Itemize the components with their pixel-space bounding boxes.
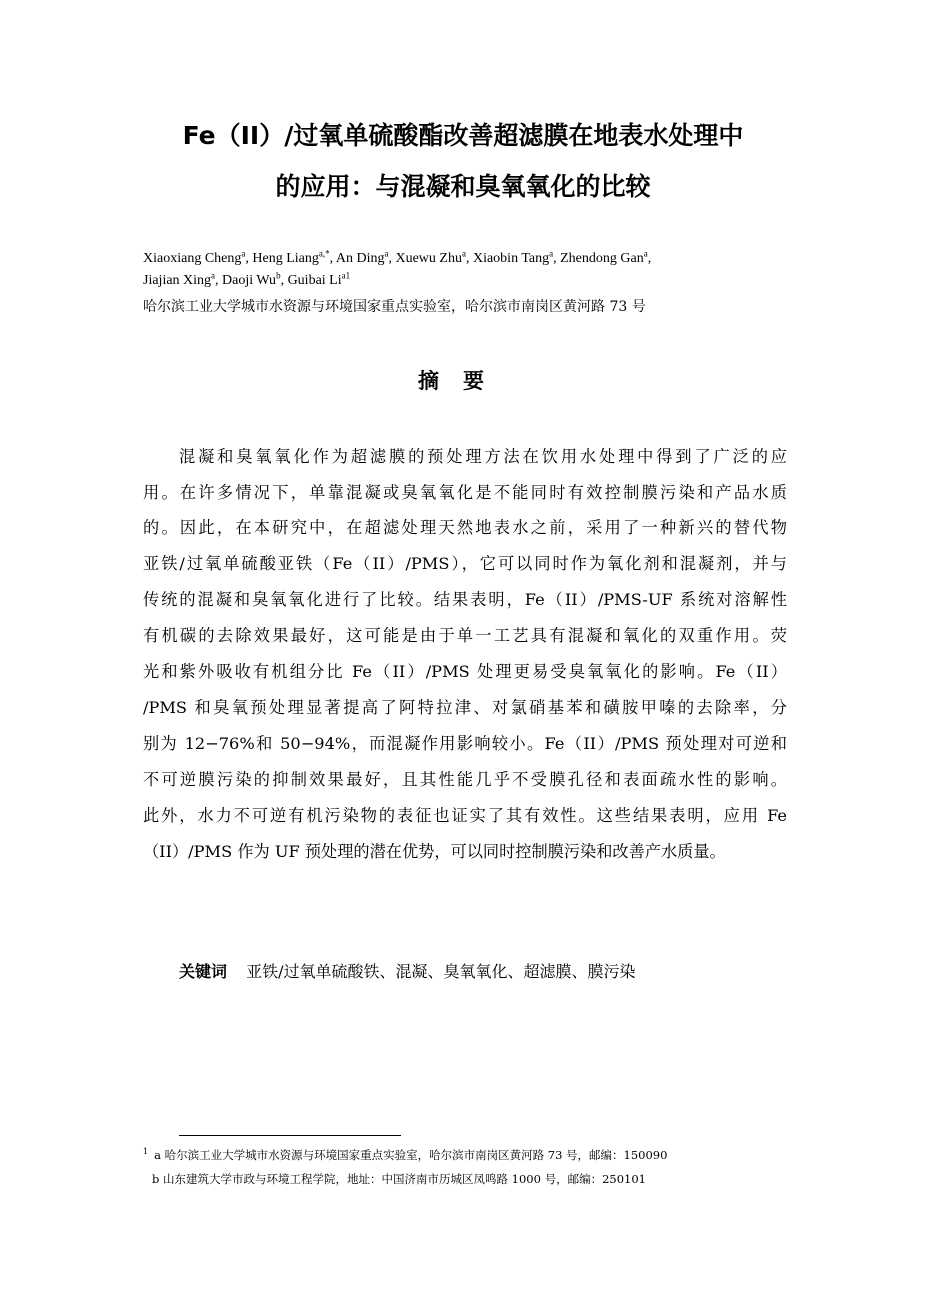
paper-title-line-2: 的应用：与混凝和臭氧氧化的比较 bbox=[275, 172, 651, 201]
abstract-line: 别为 12−76%和 50−94%，而混凝作用影响较小。Fe（II）/PMS 预处理对可逆和 bbox=[143, 734, 787, 753]
footnote-b: b 山东建筑大学市政与环境工程学院，地址：中国济南市历城区凤鸣路 1000 号，邮编：250101 bbox=[152, 1172, 646, 1186]
author-name: Heng Liang$^{a,*}$ bbox=[252, 248, 330, 266]
author-affiliation-mark: a,* bbox=[318, 248, 330, 259]
author-affiliation-mark: a bbox=[211, 270, 216, 281]
author-name: Guibai $Li^{a1}$ bbox=[287, 270, 351, 288]
abstract-line: 亚铁/过氧单硫酸亚铁（Fe（II）/PMS），它可以同时作为氧化剂和混凝剂，并与 bbox=[143, 554, 787, 573]
abstract-line: （II）/PMS 作为 UF 预处理的潜在优势，可以同时控制膜污染和改善产水质量。 bbox=[143, 842, 726, 861]
abstract-heading: 摘要 bbox=[418, 369, 508, 393]
abstract-line: 混凝和臭氧氧化作为超滤膜的预处理方法在饮用水处理中得到了广泛的应 bbox=[179, 447, 787, 466]
author-affiliation-mark: b bbox=[276, 270, 281, 281]
author-affiliation-mark: a bbox=[643, 248, 648, 259]
author-list-line-1: Xiaoxiang Cheng$^a$, Heng Liang$^{a,*}$, An Ding$^a$, Xuewu Zhu$^a$, Xiaobin Tang$^a$, Zhendong Gan$^a$, bbox=[143, 248, 652, 266]
author-name: Xuewu Zhu$^a$ bbox=[395, 248, 466, 266]
author-affiliation-mark: a bbox=[549, 248, 554, 259]
footnote-mark: 1 bbox=[143, 1147, 149, 1156]
abstract-line: 光和紫外吸收有机组分比 Fe（II）/PMS 处理更易受臭氧氧化的影响。Fe（II） bbox=[143, 662, 787, 681]
abstract-line: 传统的混凝和臭氧氧化进行了比较。结果表明，Fe（II）/PMS-UF 系统对溶解性 bbox=[143, 590, 787, 609]
abstract-line: /PMS 和臭氧预处理显著提高了阿特拉津、对氯硝基苯和磺胺甲嗪的去除率，分 bbox=[143, 698, 787, 717]
footnote-a-text: a 哈尔滨工业大学城市水资源与环境国家重点实验室，哈尔滨市南岗区黄河路 73 号，邮编：150090 bbox=[154, 1147, 668, 1162]
keywords-text: 亚铁/过氧单硫酸铁、混凝、臭氧氧化、超滤膜、膜污染 bbox=[246, 962, 636, 981]
author-name: Xiaoxiang Cheng$^a$ bbox=[143, 248, 246, 266]
keywords-label: 关键词 bbox=[179, 962, 228, 981]
paper-title-line-1: Fe（II）/过氧单硫酸酯改善超滤膜在地表水处理中 bbox=[182, 121, 744, 150]
abstract-line: 此外，水力不可逆有机污染物的表征也证实了其有效性。这些结果表明，应用 Fe bbox=[143, 806, 787, 825]
abstract-line: 有机碳的去除效果最好，这可能是由于单一工艺具有混凝和氧化的双重作用。荧 bbox=[143, 626, 787, 645]
abstract-line: 用。在许多情况下，单靠混凝或臭氧氧化是不能同时有效控制膜污染和产品水质 bbox=[143, 483, 787, 502]
author-affiliation-mark: a bbox=[241, 248, 246, 259]
author-name: Daoji Wu$^b$ bbox=[222, 270, 281, 288]
abstract-line: 的。因此，在本研究中，在超滤处理天然地表水之前，采用了一种新兴的替代物 bbox=[143, 518, 787, 537]
author-list-line-2: Jiajian Xing$^a$, Daoji Wu$^b$, Guibai $Li^{a1}$ bbox=[143, 270, 351, 288]
author-name: Xiaobin Tang$^a$ bbox=[472, 248, 554, 266]
author-affiliation-mark: a bbox=[461, 248, 466, 259]
author-name: Jiajian Xing$^a$ bbox=[143, 270, 216, 288]
footnote-rule bbox=[179, 1135, 401, 1136]
author-name: An Ding$^a$ bbox=[335, 248, 389, 266]
footnote-a bbox=[143, 1143, 667, 1164]
author-affiliation-mark: a1 bbox=[341, 270, 351, 281]
keywords bbox=[179, 959, 636, 982]
affiliation: 哈尔滨工业大学城市水资源与环境国家重点实验室，哈尔滨市南岗区黄河路 73 号 bbox=[143, 299, 646, 315]
author-affiliation-mark: a bbox=[384, 248, 389, 259]
abstract-line: 不可逆膜污染的抑制效果最好，且其性能几乎不受膜孔径和表面疏水性的影响。 bbox=[143, 770, 787, 789]
author-name: Zhendong Gan$^a$ bbox=[560, 248, 648, 266]
